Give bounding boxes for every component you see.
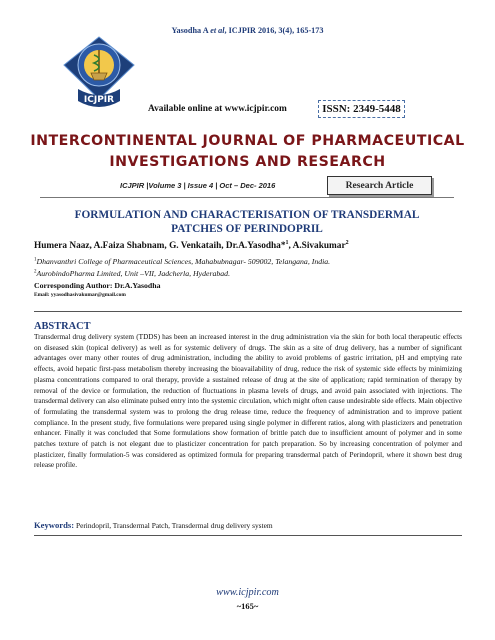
journal-name-line2: INVESTIGATIONS AND RESEARCH xyxy=(109,154,386,170)
divider xyxy=(40,197,454,198)
journal-logo xyxy=(60,35,138,119)
keywords xyxy=(34,520,462,530)
journal-name xyxy=(0,131,495,173)
paper-title-line2: PATCHES OF PERINDOPRIL xyxy=(171,222,323,235)
logo-text: ICJPIR xyxy=(83,95,115,105)
page-number: ~165~ xyxy=(236,601,259,611)
paper-title xyxy=(40,209,454,236)
caduceus-mortar-icon xyxy=(60,35,138,119)
availability-text: Available online at www.icjpir.com xyxy=(148,104,287,114)
abstract-heading: ABSTRACT xyxy=(34,321,91,332)
keywords-text: Perindopril, Transdermal Patch, Transdermal drug delivery system xyxy=(74,521,273,530)
issue-line: ICJPIR |Volume 3 | Issue 4 | Oct – Dec- 2016 xyxy=(120,181,276,190)
footer-url[interactable]: www.icjpir.com xyxy=(216,587,279,598)
article-type-badge: Research Article xyxy=(327,176,432,195)
affiliation-1: $^1$Dhanvanthri College of Pharmaceutical Sciences, Mahabubnagar- 509002, Telangana, India. xyxy=(34,257,331,266)
issn-box: ISSN: 2349-5448 xyxy=(318,100,405,118)
author-email[interactable]: Email: yyasodhasivakumar@gmail.com xyxy=(34,292,126,298)
affiliation-2: $^2$AurobindoPharma Limited, Unit –VII, Jadcherla, Hyderabad. xyxy=(34,269,231,278)
running-head: Yasodha A et al, ICJPIR 2016, 3(4), 165-173 xyxy=(171,26,324,35)
abstract-body: Transdermal drug delivery system (TDDS) has been an increased interest in the drug administration via the skin for both local therapeutic effects on diseased skin (topical delivery) as well as for systemic delivery of drugs. The skin as a site of drug delivery, has a number of significant advantages over many other routes of drug administration, including the ability to avoid problems of gastric irritation, pH and emptying rate effects, avoid hepatic first-pass metabolism thereby increasing the bioavailability of drug, reduce the risk of systemic side effects by minimizing plasma concentrations compared to oral therapy, provide a sustained release of drug at the site of application; rapid termination of therapy by removal of the device or formulation, the reduction of fluctuations in plasma levels of drugs, and avoid pain associated with injections. The transdermal delivery can also eliminate pulsed entry into the systemic circulation, which might often cause undesirable side effects. Main objective of formulating the transdermal system was to prolong the drug release time, reduce the frequency of administration and to improve patient compliance. In the present study, five formulations were prepared using single polymer in different ratios, along with plasticizers and penetration enhancer. Finally it was concluded that Some formulations show formation of brittle patch due to insufficient amount of polymer and in some patches texture of patch is not elegant due to plasticizer concentration for patch preparation. So by increasing concentration of polymer and plasticizer, finally formulation-5 was considered as optimized formula for preparing transdermal patch of Perindopril, where it shown best drug release profile. xyxy=(34,333,462,470)
paper-title-line1: FORMULATION AND CHARACTERISATION OF TRANSDERMAL xyxy=(74,209,420,221)
divider xyxy=(34,535,462,536)
author-list: Humera Naaz, A.Faiza Shabnam, G. Venkataih, Dr.A.Yasodha*$^1$, A.Sivakumar$^2$ xyxy=(34,240,349,252)
keywords-label: Keywords: xyxy=(34,520,75,530)
corresponding-author: Corresponding Author: Dr.A.Yasodha xyxy=(34,281,161,290)
journal-name-line1: INTERCONTINENTAL JOURNAL OF PHARMACEUTICAL xyxy=(30,133,465,149)
divider xyxy=(34,311,462,312)
